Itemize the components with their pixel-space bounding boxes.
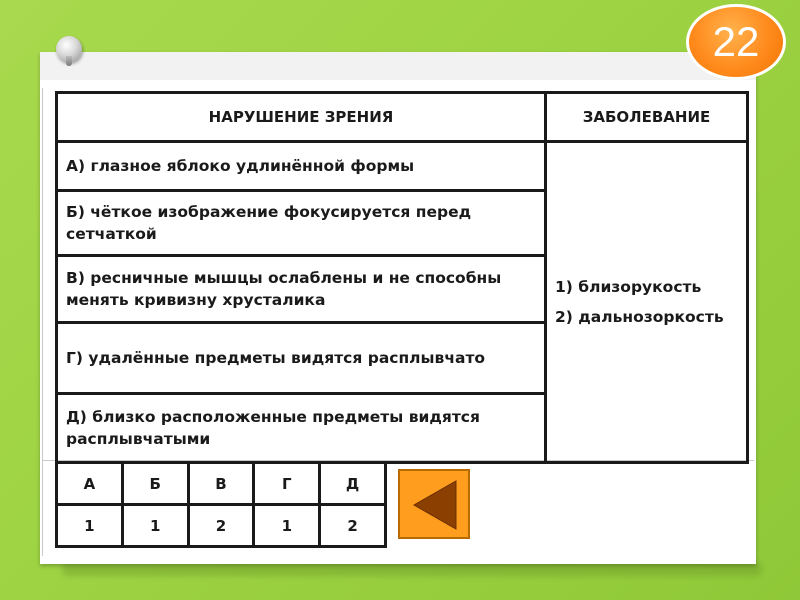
slide-number-badge: 22 bbox=[686, 4, 786, 80]
answer-value: 1 bbox=[57, 505, 123, 547]
answer-value: 2 bbox=[320, 505, 386, 547]
answer-value: 1 bbox=[254, 505, 320, 547]
divider-line-vertical bbox=[42, 88, 43, 556]
table-row bbox=[57, 142, 748, 191]
back-button[interactable] bbox=[398, 469, 470, 539]
card-top-strip bbox=[40, 52, 756, 80]
disease-list-cell bbox=[546, 142, 748, 463]
answer-letter: Б bbox=[122, 463, 188, 505]
row-b-text: Б) чёткое изображение фокусируется перед сетчаткой bbox=[57, 191, 546, 256]
slide-shadow bbox=[62, 562, 762, 576]
header-disease: ЗАБОЛЕВАНИЕ bbox=[546, 93, 748, 142]
answer-letter: Г bbox=[254, 463, 320, 505]
row-g-text: Г) удалённые предметы видятся расплывчато bbox=[57, 323, 546, 394]
answer-letters-row bbox=[57, 463, 386, 505]
row-d-text: Д) близко расположенные предметы видятся расплывчатыми bbox=[57, 394, 546, 463]
row-v-text: В) ресничные мышцы ослаблены и не способны менять кривизну хрусталика bbox=[57, 256, 546, 323]
left-triangle-arrow-icon bbox=[410, 479, 460, 531]
disease-option-1: 1) близорукость bbox=[555, 278, 702, 296]
pushpin-icon bbox=[56, 36, 82, 62]
row-a-text: А) глазное яблоко удлинённой формы bbox=[57, 142, 546, 191]
answer-value: 2 bbox=[188, 505, 254, 547]
disease-option-2: 2) дальнозоркость bbox=[555, 308, 724, 326]
answer-value: 1 bbox=[122, 505, 188, 547]
header-vision-disorder: НАРУШЕНИЕ ЗРЕНИЯ bbox=[57, 93, 546, 142]
answer-values-row bbox=[57, 505, 386, 547]
table-header-row bbox=[57, 93, 748, 142]
answer-letter: Д bbox=[320, 463, 386, 505]
answer-letter: В bbox=[188, 463, 254, 505]
matching-table bbox=[55, 91, 749, 464]
answer-table bbox=[55, 461, 387, 548]
answer-letter: А bbox=[57, 463, 123, 505]
